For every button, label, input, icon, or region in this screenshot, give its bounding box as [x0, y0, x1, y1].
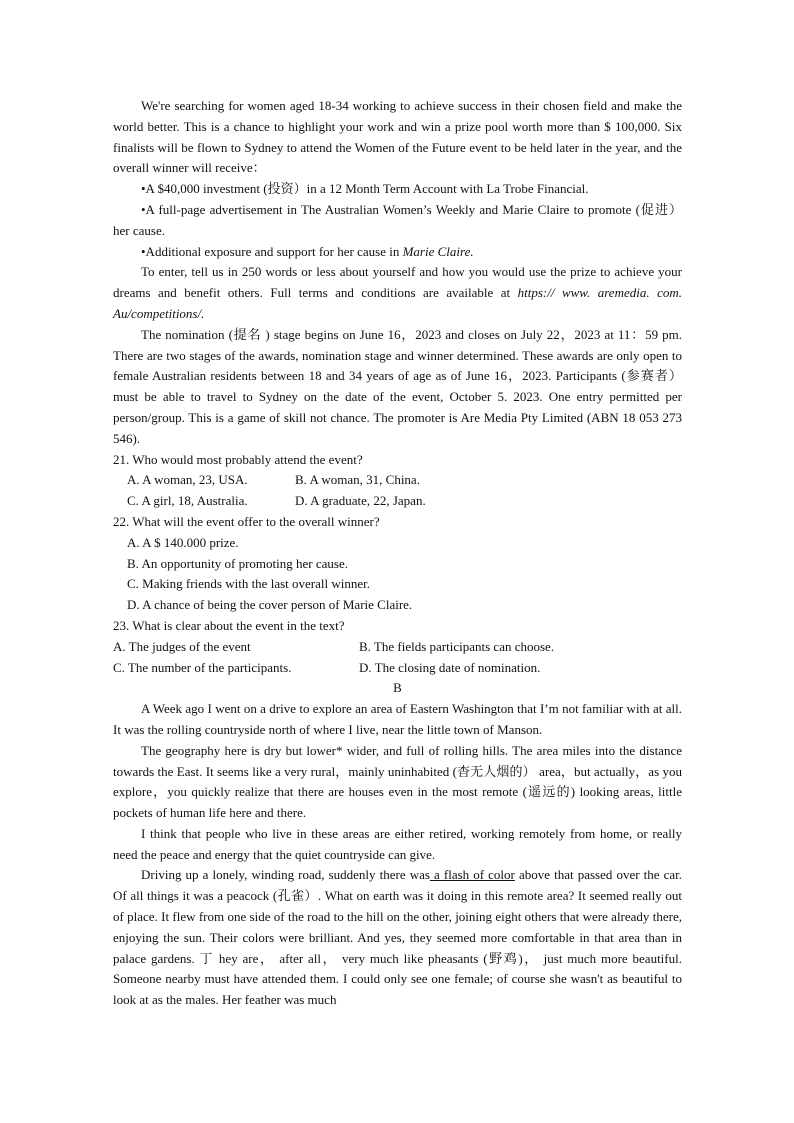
question-23-options-row-2	[113, 658, 682, 679]
question-21-stem: 21. Who would most probably attend the event?	[113, 451, 363, 467]
passage-a-paragraph-1: We're searching for women aged 18-34 working to achieve success in their chosen field and make the world better. This is a chance to highlight your work and win a prize pool worth more than $ 100,000. Six finalists will be flown to Sydney to attend the Women of the Future event to be held later in the year, and the overall winner will receive：	[113, 98, 682, 176]
entry-instructions: To enter, tell us in 250 words or less about yourself and how you would use the prize to achieve your dreams and benefit others. Full terms and conditions are available at	[113, 264, 682, 301]
magazine-title: Marie Claire.	[402, 243, 474, 259]
question-21-option-d: D. A graduate, 22, Japan.	[295, 493, 426, 509]
question-23-option-b: B. The fields participants can choose.	[359, 638, 555, 654]
section-b-heading: B	[393, 680, 402, 696]
underlined-phrase: a flash of color	[429, 867, 515, 883]
prize-bullet-exposure-text: •Additional exposure and support for her cause in	[141, 243, 403, 259]
question-23-stem: 23. What is clear about the event in the text?	[113, 617, 345, 633]
passage-b-paragraph-1: A Week ago I went on a drive to explore an area of Eastern Washington that I’m not familiar with at all. It was the rolling countryside north of where I live, near the little town of Manson.	[113, 701, 682, 737]
question-21-option-b: B. A woman, 31, China.	[295, 472, 420, 488]
question-22-stem: 22. What will the event offer to the overall winner?	[113, 513, 380, 529]
prize-bullet-exposure	[113, 242, 682, 263]
passage-b-p4-rest: above that passed over the car. Of all things it was a peacock (孔雀）. What on earth was it doing in this remote area? It seemed really out of place. It flew from one side of the road to the hill on the other, joining eight others that were already there, enjoying the sun. Their colors were brilliant. And yes, they seemed more comfortable in that area than in palace gardens. 丁 hey are， after all， very much like pheasants (野鸡)， just much more beautiful. Someone nearby must have attended them. I could only see one female; of course she wasn't as beautiful to look at as the males. Her feather was much	[113, 867, 683, 1008]
question-22-option-a: A. A $ 140.000 prize.	[127, 534, 239, 550]
passage-a-paragraph-3: The nomination (提名 ) stage begins on June 16，2023 and closes on July 22，2023 at 11：59 pm. There are two stages of the awards, nomination stage and winner determined. These awards are only open to female Australian residents between 18 and 34 years of age as of June 16，2023. Participants (参赛者）must be able to travel to Sydney on the date of the event, October 5. 2023. One entry permitted per person/group. This is a game of skill not chance. The promoter is Are Media Pty Limited (ABN 18 053 273 546).	[113, 326, 682, 446]
question-22-option-d: D. A chance of being the cover person of Marie Claire.	[127, 597, 413, 613]
passage-b-p4-start: Driving up a lonely, winding road, suddenly there was	[141, 867, 430, 883]
competition-url: https:// www. aremedia. com. Au/competitions/.	[113, 285, 682, 321]
passage-a-paragraph-2	[113, 262, 682, 324]
question-21-options-row-1	[113, 470, 682, 491]
question-21-option-a: A. A woman, 23, USA.	[127, 472, 248, 488]
passage-b-paragraph-4	[113, 865, 682, 1011]
question-23-option-c: C. The number of the participants.	[113, 659, 292, 675]
document-page	[113, 96, 682, 1011]
question-21-option-c: C. A girl, 18, Australia.	[127, 493, 248, 509]
passage-b-paragraph-3: I think that people who live in these areas are either retired, working remotely from home, or really need the peace and energy that the quiet countryside can give.	[113, 825, 682, 862]
prize-bullet-investment: •A $40,000 investment (投资）in a 12 Month Term Account with La Trobe Financial.	[141, 181, 589, 197]
question-22-option-c: C. Making friends with the last overall winner.	[127, 576, 370, 592]
question-23-options-row-1	[113, 637, 682, 658]
prize-bullet-advertisement: •A full-page advertisement in The Australian Women’s Weekly and Marie Claire to promote (促进）her cause.	[113, 201, 682, 238]
question-23-option-d: D. The closing date of nomination.	[359, 659, 541, 675]
question-22-option-b: B. An opportunity of promoting her cause.	[127, 555, 348, 571]
question-21-options-row-2	[113, 491, 682, 512]
question-23-option-a: A. The judges of the event	[113, 638, 251, 654]
passage-b-paragraph-2: The geography here is dry but lower* wider, and full of rolling hills. The area miles into the distance towards the East. It seems like a very rural，mainly uninhabited (杳无人烟的） area，but actually，as you explore，you quickly realize that there are houses even in the most remote (遥远的) looking areas, little pockets of human life here and there.	[113, 742, 682, 821]
